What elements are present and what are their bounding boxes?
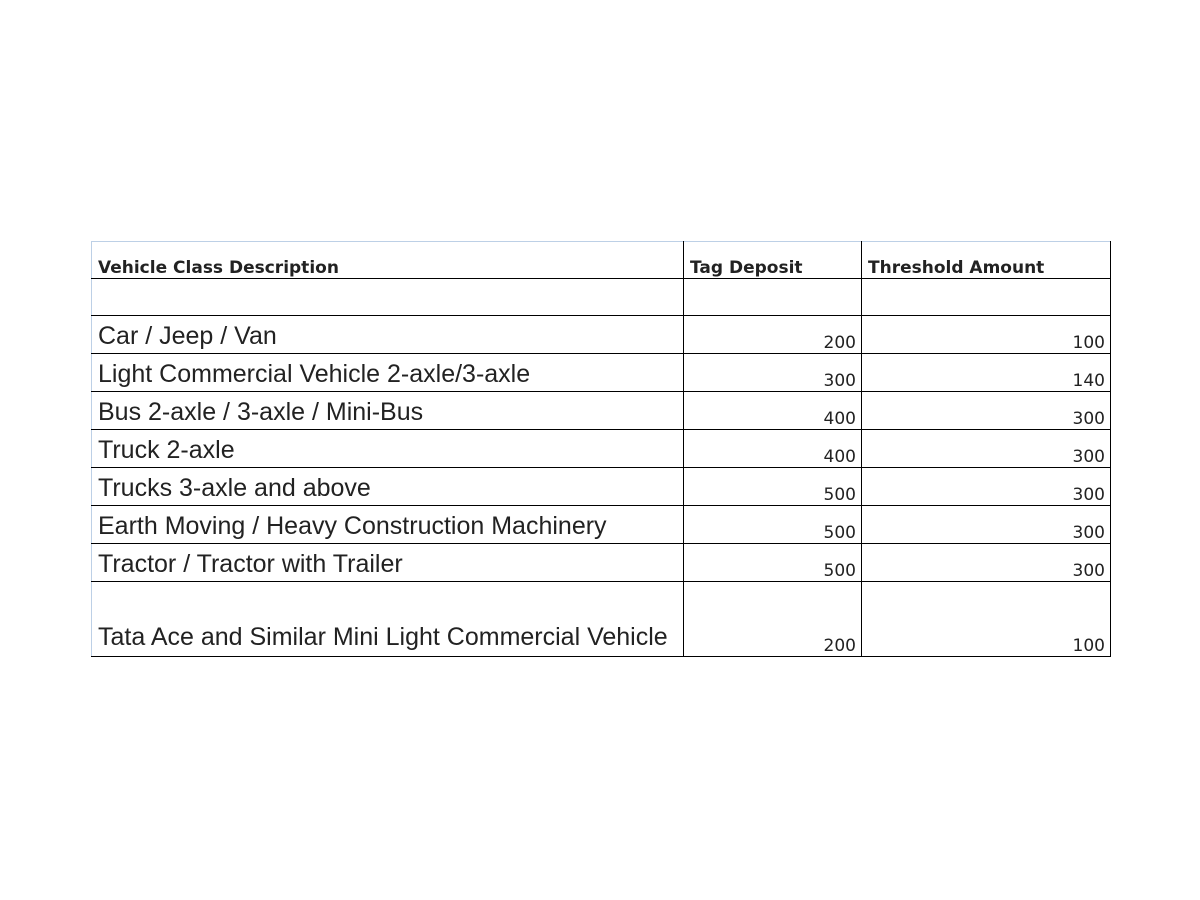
tag-deposit-cell: 400 — [684, 392, 862, 430]
tag-deposit-cell: 300 — [684, 354, 862, 392]
header-threshold-amount: Threshold Amount — [862, 242, 1111, 279]
tag-deposit-cell: 500 — [684, 468, 862, 506]
threshold-amount-cell: 300 — [862, 392, 1111, 430]
blank-cell — [862, 279, 1111, 316]
blank-cell — [92, 279, 684, 316]
threshold-amount-cell: 300 — [862, 506, 1111, 544]
tag-deposit-cell: 200 — [684, 316, 862, 354]
threshold-amount-cell: 300 — [862, 468, 1111, 506]
threshold-amount-cell: 300 — [862, 544, 1111, 582]
blank-row — [92, 279, 1111, 316]
tag-deposit-cell: 500 — [684, 506, 862, 544]
vehicle-class-cell: Bus 2-axle / 3-axle / Mini-Bus — [92, 392, 684, 430]
header-tag-deposit: Tag Deposit — [684, 242, 862, 279]
vehicle-class-table — [91, 241, 1111, 657]
vehicle-class-cell: Car / Jeep / Van — [92, 316, 684, 354]
table-row — [92, 544, 1111, 582]
vehicle-class-cell: Light Commercial Vehicle 2-axle/3-axle — [92, 354, 684, 392]
vehicle-class-cell: Tractor / Tractor with Trailer — [92, 544, 684, 582]
table-header-row — [92, 242, 1111, 279]
header-vehicle-class-description: Vehicle Class Description — [92, 242, 684, 279]
table-row — [92, 582, 1111, 657]
vehicle-class-cell: Earth Moving / Heavy Construction Machinery — [92, 506, 684, 544]
threshold-amount-cell: 300 — [862, 430, 1111, 468]
threshold-amount-cell: 100 — [862, 316, 1111, 354]
threshold-amount-cell: 100 — [862, 582, 1111, 657]
table-row — [92, 354, 1111, 392]
table-row — [92, 506, 1111, 544]
table-row — [92, 316, 1111, 354]
tag-deposit-cell: 500 — [684, 544, 862, 582]
blank-cell — [684, 279, 862, 316]
table-row — [92, 430, 1111, 468]
vehicle-class-cell: Trucks 3-axle and above — [92, 468, 684, 506]
vehicle-class-cell: Truck 2-axle — [92, 430, 684, 468]
table-row — [92, 468, 1111, 506]
vehicle-class-cell: Tata Ace and Similar Mini Light Commercial Vehicle — [92, 582, 684, 657]
threshold-amount-cell: 140 — [862, 354, 1111, 392]
table-row — [92, 392, 1111, 430]
tag-deposit-cell: 200 — [684, 582, 862, 657]
tag-deposit-cell: 400 — [684, 430, 862, 468]
